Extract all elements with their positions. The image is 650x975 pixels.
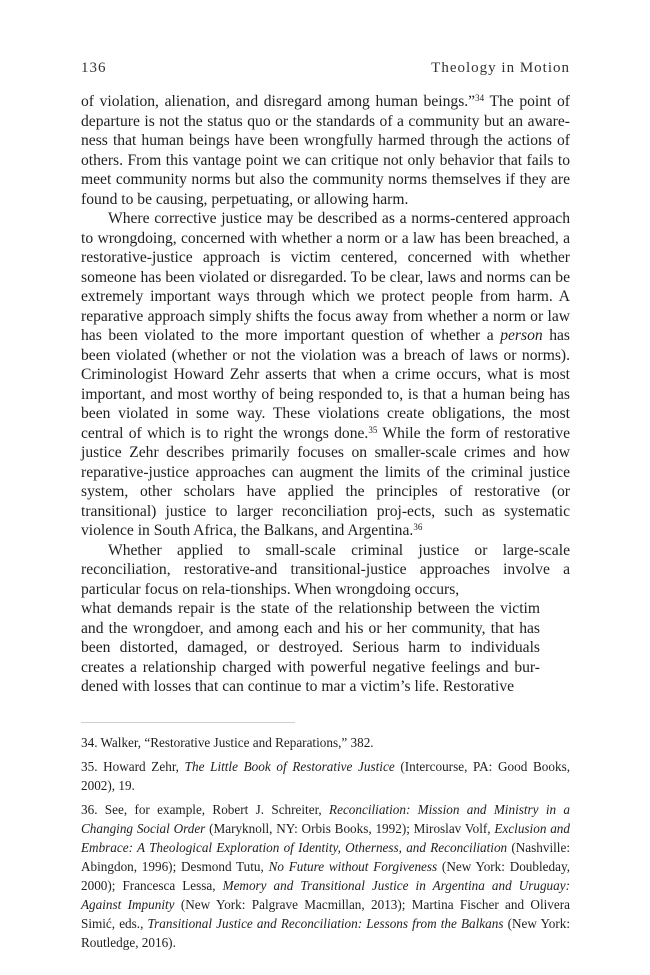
footnote-ref: 34	[475, 93, 485, 103]
italic-text: Memory and Transitional Justice in Argentina and Uruguay: Against Impunity	[81, 878, 570, 912]
text-run: The point of departure is not the status quo or the standards of a community but an aware-ness that human beings have been wrongfully harmed through the actions of others. From this vantage point we can critique not only behavior that fails to meet community norms but also the community norms themselves if they are found to be causing, perpetuating, or allowing harm.	[81, 93, 570, 208]
italic-text: person	[500, 327, 543, 344]
footnote-35	[81, 757, 570, 795]
footnote-36	[81, 800, 570, 952]
running-head: Theology in Motion	[431, 60, 570, 76]
text-run: (Maryknoll, NY: Orbis Books, 1992); Miroslav Volf,	[205, 821, 495, 836]
text-run: 36. See, for example, Robert J. Schreiter,	[81, 802, 330, 817]
italic-text: Reconciliation: Mission and Ministry in a Changing Social Order	[81, 802, 570, 836]
paragraph-2	[81, 209, 570, 541]
block-quote	[81, 599, 540, 697]
text-run: (Intercourse, PA: Good Books, 2002), 19.	[81, 759, 571, 793]
footnote-ref: 35	[368, 424, 378, 435]
text-run: Where corrective justice may be described as a norms-centered approach to wrongdoing, concerned with whether a norm or a law has been breached, a restorative-justice approach is victim centered, concerned with whether someone has been violated or disregarded. To be clear, laws and norms can be extremely important ways through which we protect people from harm. A reparative approach simply shifts the focus away from whether a norm or law has been violated to the more important question of whether a	[81, 210, 570, 344]
page-number: 136	[81, 60, 107, 76]
text-run: (New York: Palgrave Macmillan, 2013); Martina Fischer and Olivera Simić, eds.,	[81, 897, 570, 931]
text-run: Whether applied to small-scale criminal justice or large-scale reconciliation, restorative-and transitional-justice approaches involve a particular focus on rela-tionships. When wrongdoing occurs,	[81, 541, 570, 598]
footnote-ref: 36	[413, 522, 423, 532]
text-run: has been violated (whether or not the violation was a breach of laws or norms). Criminologist Howard Zehr asserts that when a crime occurs, what is most important, and most worthy of being responded to, is that a human being has been violated in some way. These violations create obligations, the most central of which is to right the wrongs done.	[81, 327, 570, 442]
italic-text: The Little Book of Restorative Justice	[184, 759, 395, 774]
footnotes	[81, 733, 570, 957]
footnote-rule	[81, 722, 295, 723]
text-run: of violation, alienation, and disregard among human beings.”	[81, 93, 476, 110]
italic-text: No Future without Forgiveness	[268, 859, 438, 874]
text-run: (Nashville: Abingdon, 1996); Desmond Tutu,	[81, 840, 570, 874]
text-run: what demands repair is the state of the relationship between the victim and the wrongdoer, and among each and his or her community, that has been distorted, damaged, or destroyed. Serious harm to individuals creates a relationship charged with powerful negative feelings and bur-dened with losses that can continue to mar a victim’s life. Restorative	[81, 600, 540, 695]
text-run: 35. Howard Zehr,	[81, 759, 185, 774]
text-run: (New York: Doubleday, 2000); Francesca Lessa,	[81, 859, 570, 893]
text-run: (New York: Routledge, 2016).	[81, 916, 571, 950]
text-run: 34. Walker, “Restorative Justice and Reparations,” 382.	[81, 735, 374, 750]
footnote-34	[81, 733, 570, 752]
italic-text: Exclusion and Embrace: A Theological Exploration of Identity, Otherness, and Reconciliation	[81, 821, 570, 855]
main-text	[81, 92, 570, 697]
paragraph-3	[81, 541, 570, 600]
text-run: While the form of restorative justice Zehr describes primarily focuses on smaller-scale crimes and how reparative-justice approaches can augment the limits of the criminal justice system, other scholars have applied the principles of restorative (or transitional) justice to larger reconciliation proj-ects, such as systematic violence in South Africa, the Balkans, and Argentina.	[81, 424, 570, 539]
page-header	[81, 60, 570, 82]
italic-text: Transitional Justice and Reconciliation: Lessons from the Balkans	[147, 916, 504, 931]
paragraph-1	[81, 92, 570, 209]
